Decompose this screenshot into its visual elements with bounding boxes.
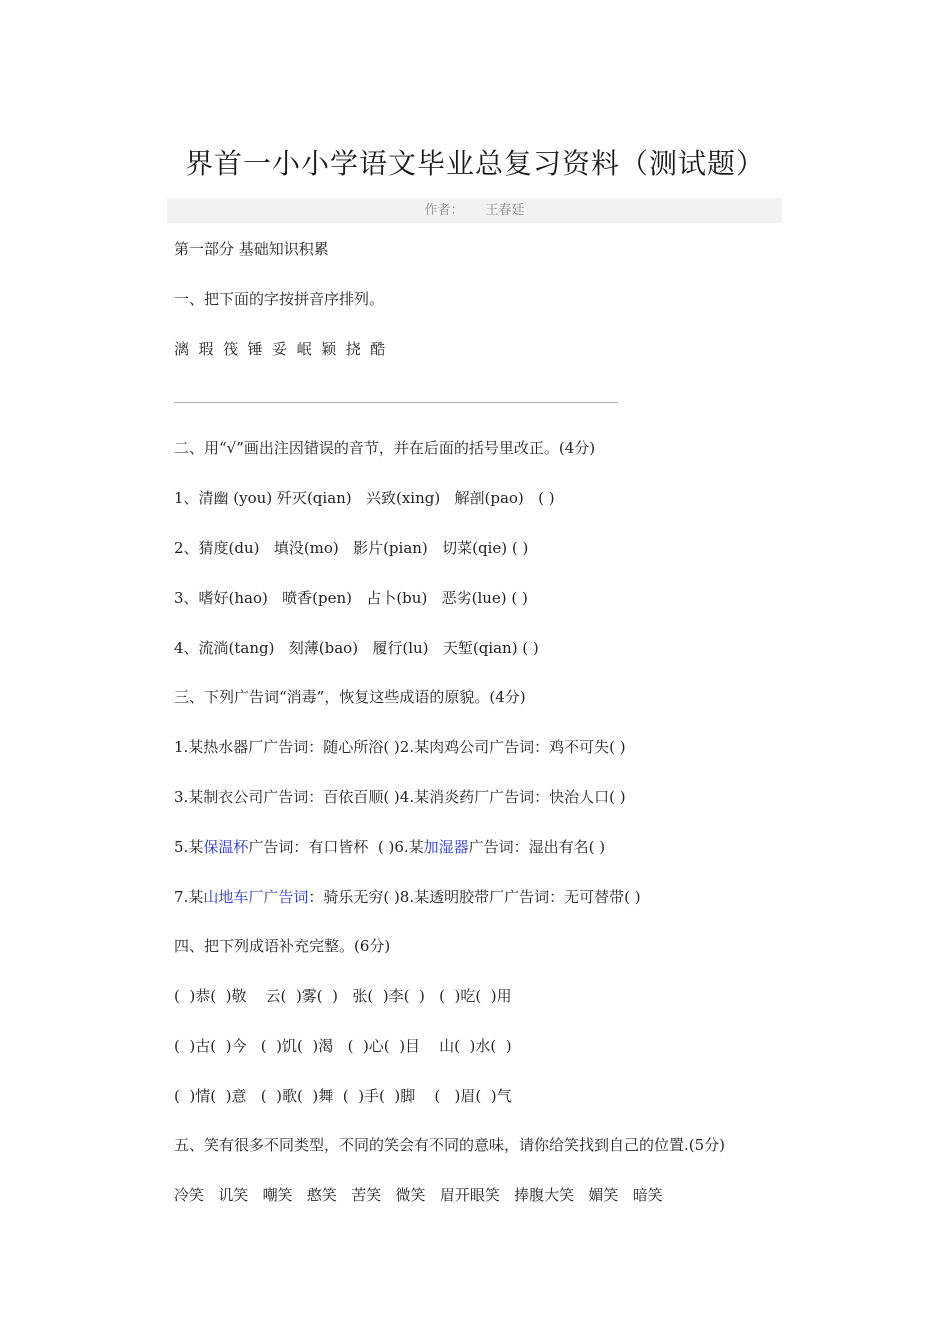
question-1-characters: 漓 瑕 筏 锤 妥 岷 颖 挠 酷 [174,340,386,358]
question-2-item: 2、猜度(du) 填没(mo) 影片(pian) 切菜(qie) ( ) [174,539,529,557]
question-2-item: 1、清幽 (you) 歼灭(qian) 兴致(xing) 解剖(pao) ( ) [174,489,555,507]
question-2-heading: 二、用“√”画出注因错误的音节，并在后面的括号里改正。(4分) [174,439,596,457]
author-bar [167,198,782,223]
item-text: 5.某 [174,838,204,856]
question-5-heading: 五、笑有很多不同类型，不同的笑会有不同的意味，请你给笑找到自己的位置.(5分) [174,1136,726,1154]
item-text: 广告词：湿出有名( ) [468,838,606,856]
question-4-heading: 四、把下列成语补充完整。(6分) [174,937,391,955]
question-4-item: ( )恭( )敬 云( )雾( ) 张( )李( ) ( )吃( )用 [174,987,512,1005]
question-4-item: ( )古( )今 ( )饥( )渴 ( )心( )目 山( )水( ) [174,1037,512,1055]
author-name: 王春廷 [485,203,525,218]
question-3-item [174,836,605,857]
item-text: 广告词：有口皆杯 ( )6.某 [248,838,424,856]
question-3-item [174,886,641,907]
author-label: 作者： [424,203,464,218]
thermos-link[interactable]: 保温杯 [203,838,249,856]
question-1-heading: 一、把下面的字按拼音序排列。 [174,290,385,308]
question-2-item: 3、嗜好(hao) 喷香(pen) 占卜(bu) 恶劣(lue) ( ) [174,589,528,607]
question-2-item: 4、流淌(tang) 刻薄(bao) 履行(lu) 天堑(qian) ( ) [174,639,539,657]
question-4-item: ( )情( )意 ( )歌( )舞 ( )手( )脚 ( )眉( )气 [174,1087,512,1105]
question-3-item: 1.某热水器厂广告词：随心所浴( )2.某肉鸡公司广告词：鸡不可失( ) [174,738,626,756]
item-text: 7.某 [174,888,204,906]
document-title: 界首一小小学语文毕业总复习资料（测试题） [184,147,765,180]
question-3-item: 3.某制衣公司广告词：百依百顺( )4.某消炎药厂广告词：快治人口( ) [174,788,626,806]
question-5-words: 冷笑 讥笑 嘲笑 憨笑 苦笑 微笑 眉开眼笑 捧腹大笑 媚笑 暗笑 [174,1186,663,1204]
answer-line [174,402,618,403]
mountain-bike-ad-link[interactable]: 山地车厂广告词 [203,888,309,906]
item-text: ：骑乐无穷( )8.某透明胶带厂广告词：无可替带( ) [308,888,641,906]
humidifier-link[interactable]: 加湿器 [423,838,469,856]
part-heading: 第一部分 基础知识积累 [174,240,329,258]
question-3-heading: 三、下列广告词“消毒”，恢复这些成语的原貌。(4分) [174,688,526,706]
